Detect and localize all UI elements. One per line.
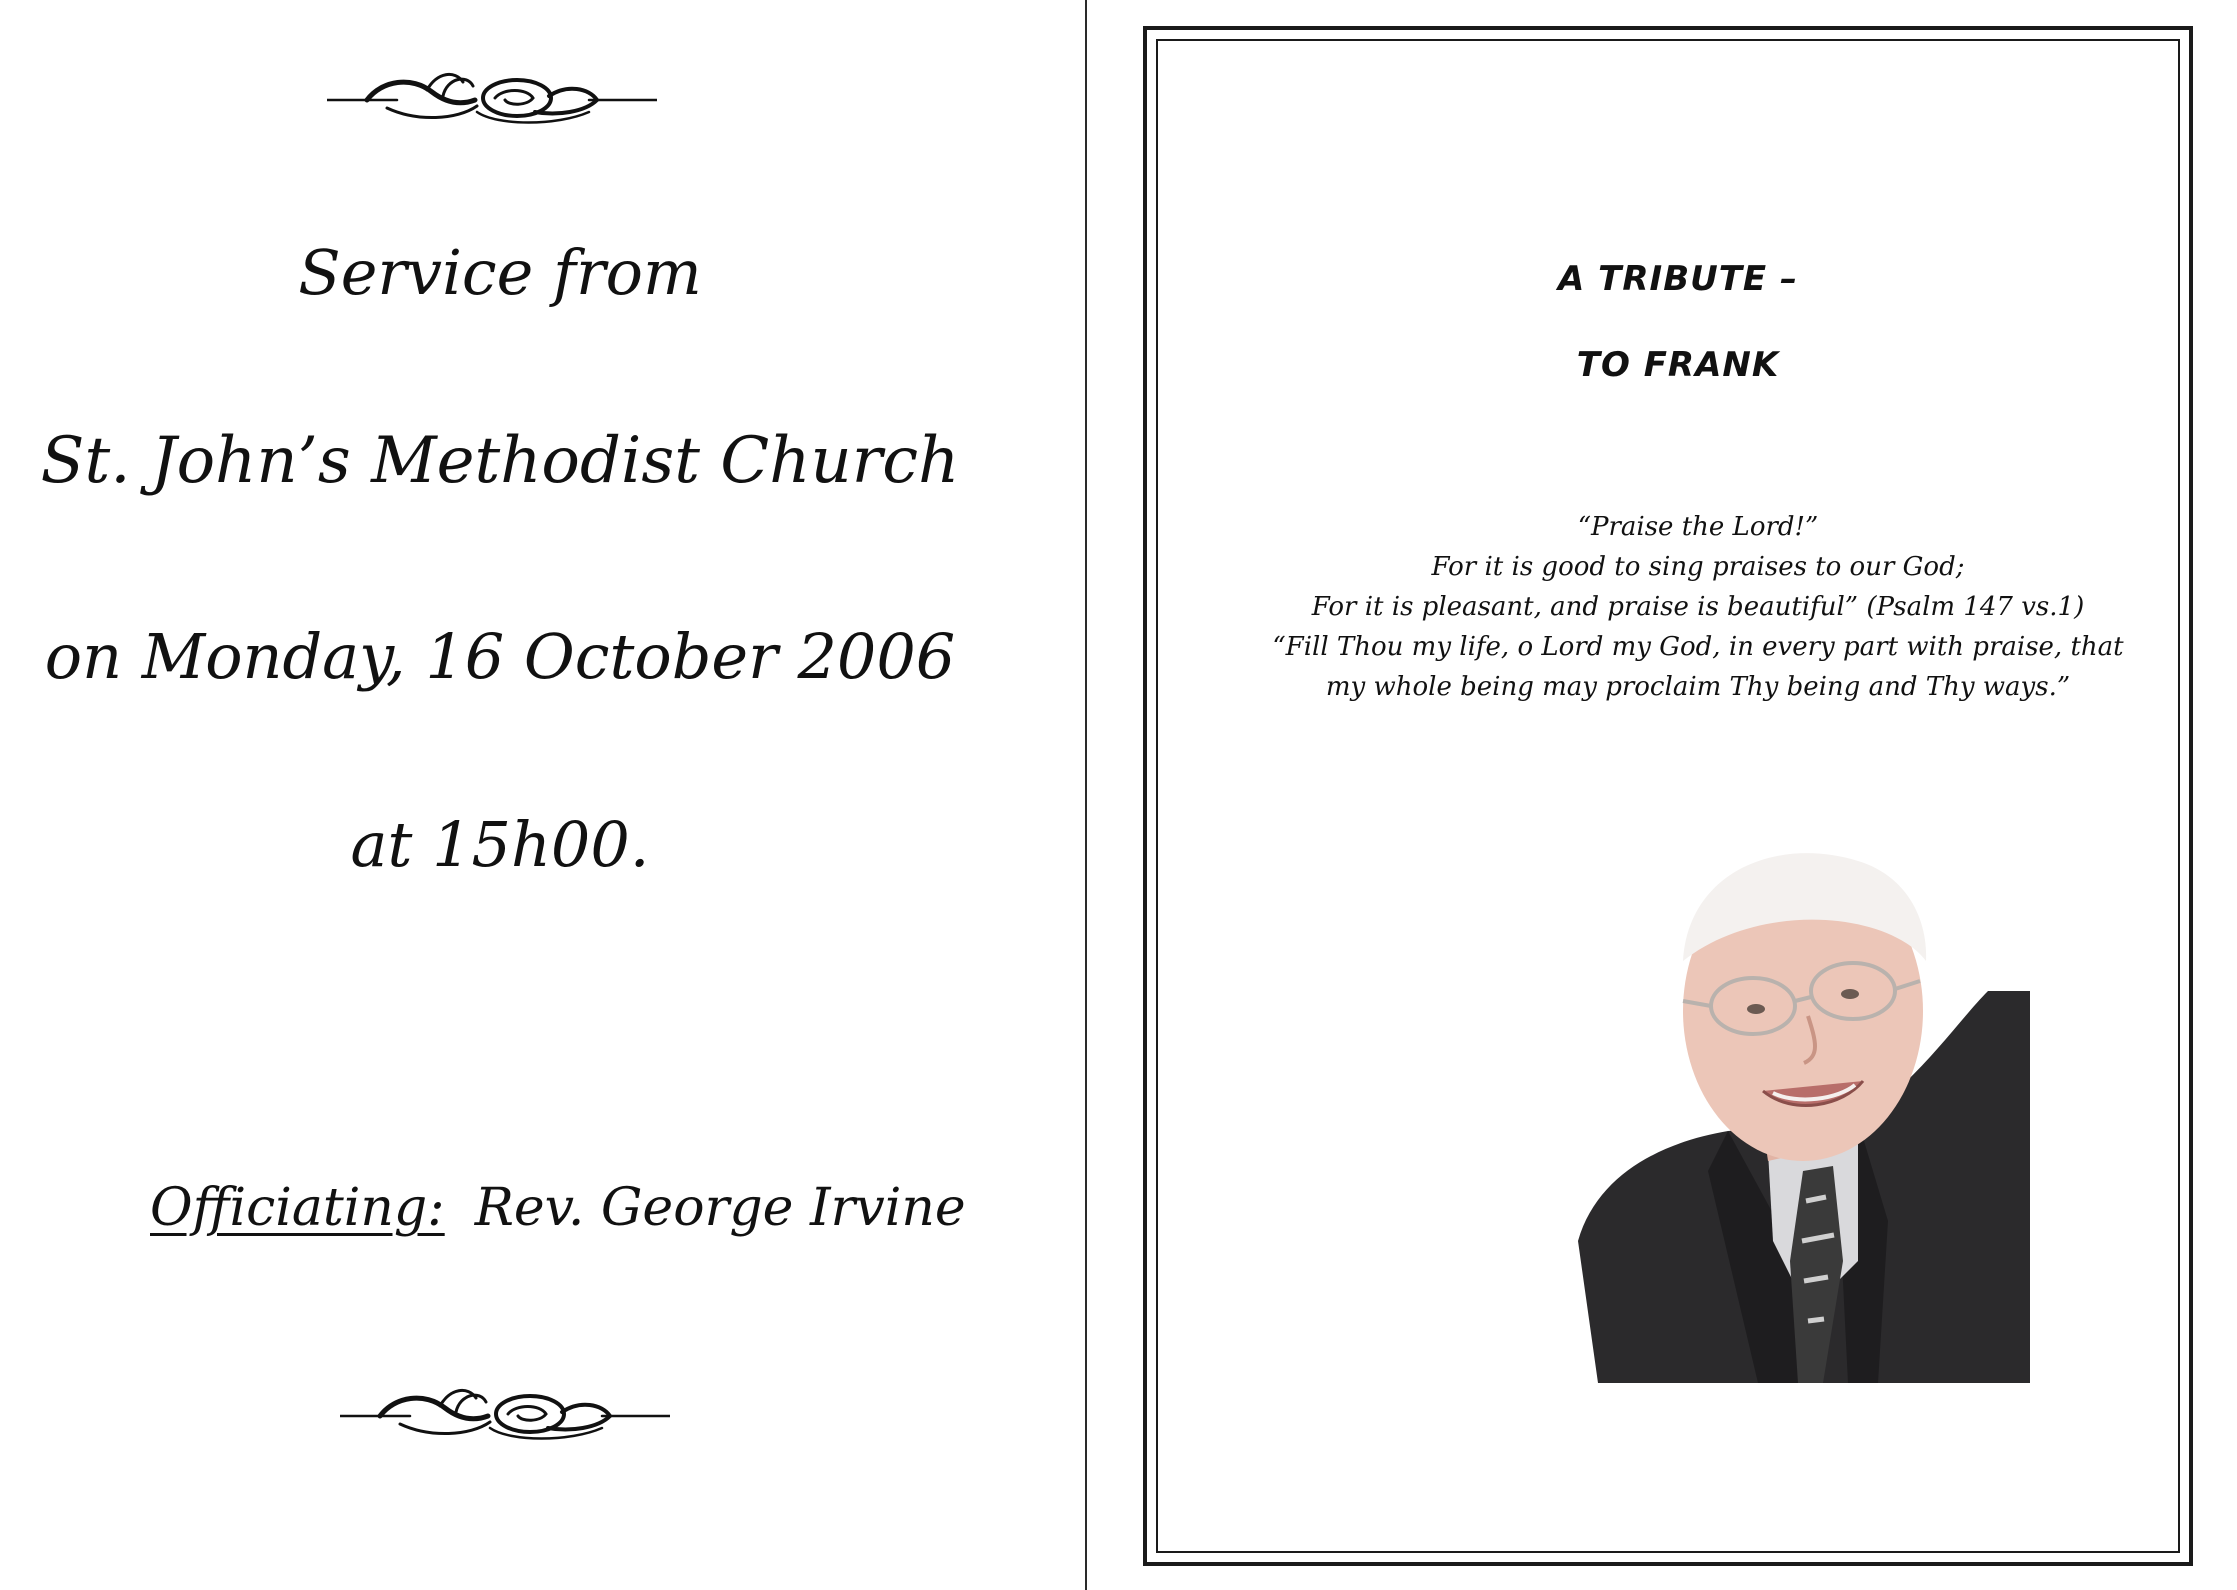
left-page [0, 0, 1085, 1590]
tribute-subtitle: TO FRANK [1576, 345, 1780, 385]
service-time: at 15h00. [350, 808, 650, 881]
church-name: St. John’s Methodist Church [40, 424, 960, 498]
verse-line: For it is good to sing praises to our God; [1431, 552, 1965, 582]
portrait-photo [1558, 841, 2030, 1383]
service-from-line: Service from [298, 236, 702, 309]
verse-line: my whole being may proclaim Thy being and Thy ways.” [1325, 672, 2071, 702]
officiant-name: Rev. George Irvine [474, 1178, 966, 1238]
page-frame [1143, 26, 2193, 1566]
officiating-label: Officiating: [150, 1178, 445, 1238]
officiating-line [150, 1178, 966, 1238]
scripture-verse [1198, 507, 2198, 707]
verse-line: “Praise the Lord!” [1577, 512, 1819, 542]
right-page [1087, 0, 2237, 1590]
flourish-divider-icon [327, 66, 657, 130]
flourish-divider-icon [340, 1382, 670, 1446]
page-frame-inner [1156, 39, 2180, 1553]
verse-line: For it is pleasant, and praise is beautiful” (Psalm 147 vs.1) [1311, 592, 2085, 622]
service-date: on Monday, 16 October 2006 [44, 620, 956, 693]
verse-line: “Fill Thou my life, o Lord my God, in every part with praise, that [1272, 632, 2124, 662]
tribute-title: A TRIBUTE – [1558, 259, 1798, 299]
